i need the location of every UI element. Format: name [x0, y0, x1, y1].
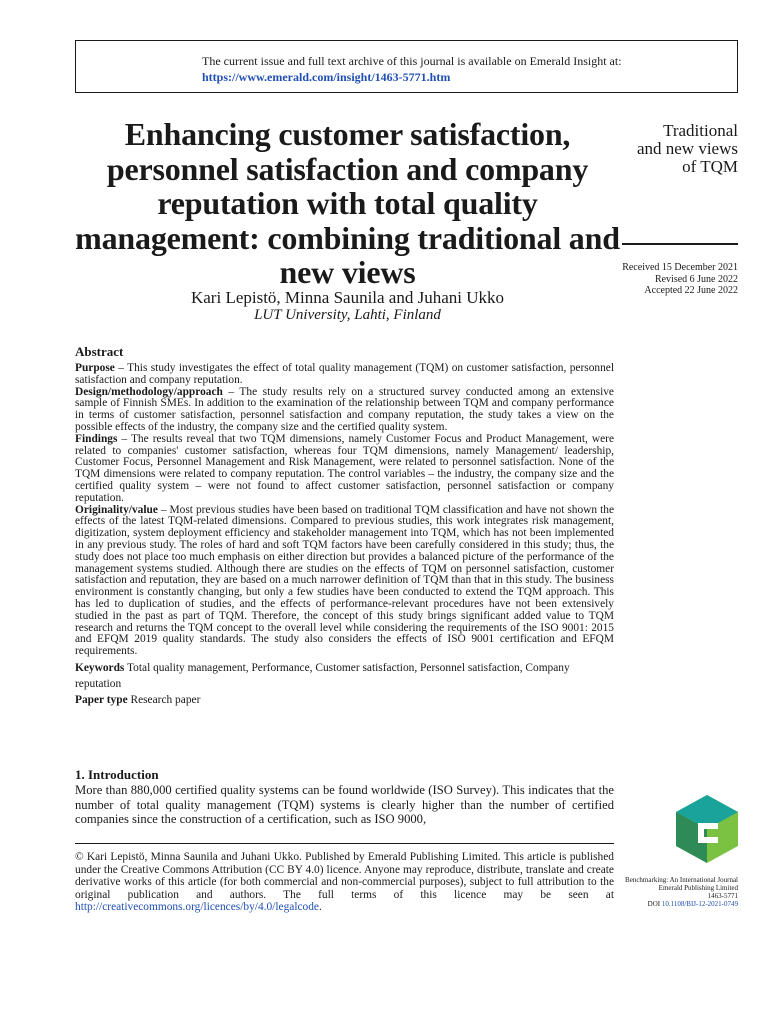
- publisher-name: Emerald Publishing Limited: [658, 884, 738, 892]
- keywords-label: Keywords: [75, 661, 125, 674]
- purpose-label: Purpose: [75, 362, 115, 374]
- design-label: Design/methodology/approach: [75, 385, 223, 398]
- design-text: – The study results rely on a structured survey conducted among an extensive sample of Finnish SMEs. In addition to the examination of the relationship between TQM and company performance in terms of customer satisfaction, personnel satisfaction and company reputation, the study takes a view on the possible effects of the industry, the company size and the certified quality system.: [75, 385, 614, 433]
- findings-text: – The results reveal that two TQM dimensions, namely Customer Focus and Product Management, were related to companies' customer satisfaction, whereas four TQM dimensions, namely Management/ leadership, Customer Focus, Personnel Management and Risk Management, were related to personnel satisfaction. None of the TQM dimensions were related to company reputation. The control variables – the industry, the company size and the certified quality system – were not found to affect customer satisfaction, personnel satisfaction or company reputation.: [75, 432, 614, 504]
- running-title-line-3: of TQM: [682, 157, 738, 176]
- keywords-text: Total quality management, Performance, Customer satisfaction, Personnel satisfaction, Company reputation: [75, 661, 570, 690]
- journal-name: Benchmarking: An International Journal: [625, 876, 738, 884]
- abstract: [75, 344, 614, 708]
- authors: Kari Lepistö, Minna Saunila and Juhani Ukko: [190, 288, 505, 307]
- abstract-purpose: [75, 363, 614, 387]
- paper-type-label: Paper type: [75, 693, 128, 706]
- introduction-section: [75, 767, 614, 827]
- abstract-findings: [75, 434, 614, 505]
- margin-divider: [622, 243, 738, 245]
- affiliation: LUT University, Lahti, Finland: [254, 307, 441, 323]
- journal-info: [600, 876, 738, 908]
- journal-url-link[interactable]: https://www.emerald.com/insight/1463-5771.htm: [202, 70, 451, 84]
- introduction-heading: 1. Introduction: [75, 767, 159, 782]
- abstract-paper-type: [75, 692, 614, 708]
- doi-label: DOI: [647, 900, 662, 908]
- running-title-line-1: Traditional: [663, 121, 738, 140]
- copyright-end: .: [318, 901, 322, 913]
- abstract-keywords: [75, 660, 614, 692]
- abstract-design: [75, 387, 614, 434]
- abstract-heading: Abstract: [75, 344, 124, 359]
- article-title: Enhancing customer satisfaction, personnel satisfaction and company reputation with total quality management: combining traditional and new views: [75, 116, 620, 290]
- running-title-line-2: and new views: [636, 139, 738, 158]
- revised-date: Revised 6 June 2022: [654, 273, 738, 285]
- originality-label: Originality/value: [75, 503, 158, 516]
- paper-type-text: Research paper: [127, 693, 201, 706]
- abstract-originality: [75, 505, 614, 658]
- article-dates: [600, 262, 738, 297]
- findings-label: Findings: [75, 432, 118, 445]
- journal-doi: [600, 900, 738, 908]
- license-link[interactable]: http://creativecommons.org/licences/by/4.0/legalcode: [75, 901, 319, 913]
- open-access-logo-icon: [676, 795, 738, 863]
- received-date: Received 15 December 2021: [622, 262, 738, 273]
- originality-text: – Most previous studies have been based on traditional TQM classification and have not shown the effects of the latest TQM-related dimensions. Compared to previous studies, this work integrates risk management, digitization, system deployment efficiency and stakeholder management into TQM, which has not been implemented in any previous study. The roles of hard and soft TQM factors have been carefully considered in this study; thus, the study does not place too much emphasis on either direction but provides a balanced picture of the performance of the management systems studied. Although there are studies on the effects of TQM on personnel satisfaction, customer satisfaction and reputation, they are based on a much narrower definition of TQM than that in this study. The business environment is constantly changing, but only a few studies have been conducted to extend the TQM approach. This has led to duplication of studies, and the effects of performance-relevant procedures have not been extensively studied in the past as part of TQM. Therefore, the concept of this study brings significant added value to TQM research and returns the TQM concept to the overall level while considering the requirements of the ISO 9001: 2015 and EFQM 2019 quality standards. The study also considers the effects of ISO 9001 certification and EFQM requirements.: [75, 503, 614, 658]
- copyright-text: © Kari Lepistö, Minna Saunila and Juhani Ukko. Published by Emerald Publishing Limited. This article is published under the Creative Commons Attribution (CC BY 4.0) licence. Anyone may reproduce, distribute, translate and create derivative works of this article (for both commercial and non-commercial purposes), subject to full attribution to the original publication and authors. The full terms of this licence may be seen at: [75, 851, 614, 901]
- journal-issn: 1463-5771: [707, 892, 738, 900]
- copyright-notice: [75, 851, 614, 914]
- doi-link[interactable]: 10.1108/BIJ-12-2021-0749: [661, 900, 738, 908]
- notice-text: The current issue and full text archive of this journal is available on Emerald Insight at:: [202, 54, 622, 68]
- running-title: [600, 122, 738, 176]
- footnote-divider: [75, 843, 614, 844]
- introduction-text: More than 880,000 certified quality systems can be found worldwide (ISO Survey). This indicates that the number of total quality management (TQM) systems is clearly higher than the number of certified companies since the construction of a certification, such as ISO 9000,: [75, 783, 614, 826]
- accepted-date: Accepted 22 June 2022: [644, 285, 738, 296]
- purpose-text: – This study investigates the effect of total quality management (TQM) on customer satisfaction, personnel satisfaction and company reputation.: [75, 362, 614, 386]
- journal-availability-notice: [75, 40, 738, 93]
